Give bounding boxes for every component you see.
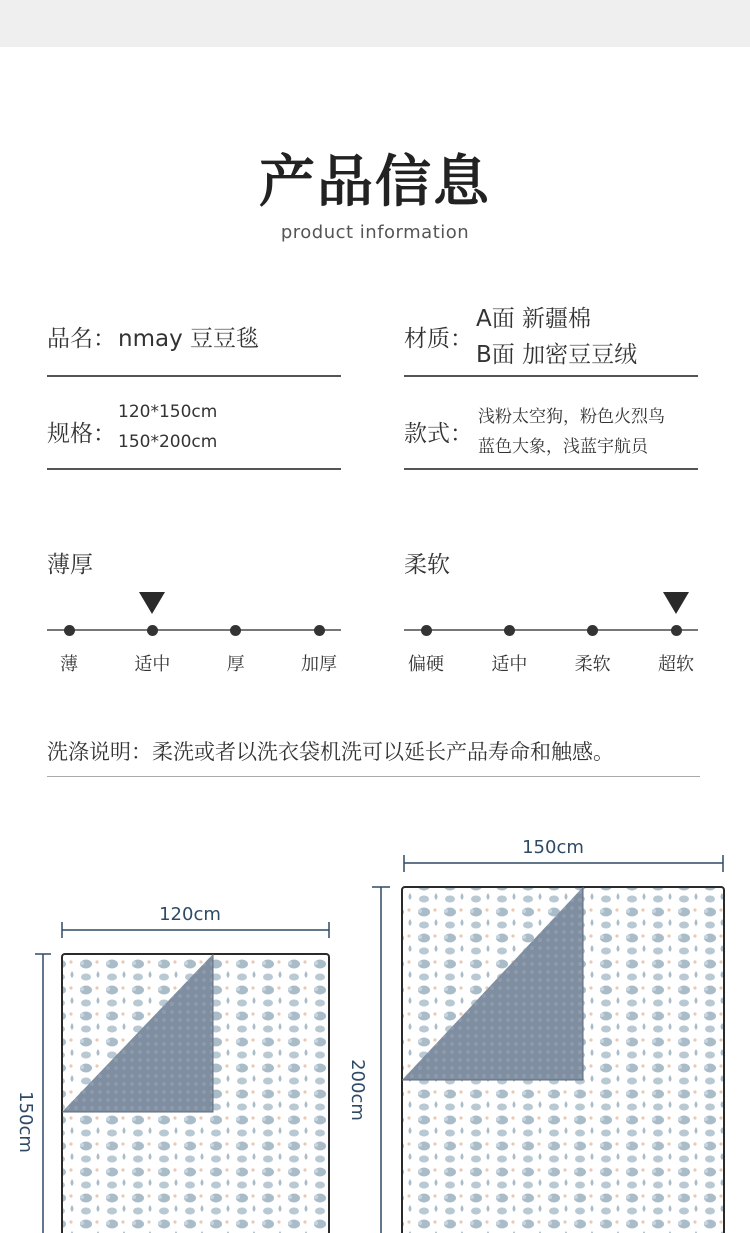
thickness-dot-4 <box>314 625 325 636</box>
divider-wash <box>47 776 700 777</box>
softness-level-label: 柔软 <box>574 654 611 675</box>
softness-level-label: 偏硬 <box>408 654 444 675</box>
page-subtitle: product information <box>280 222 470 243</box>
small-blanket <box>15 904 329 1233</box>
thickness-level-label: 加厚 <box>301 654 337 675</box>
softness-title: 柔软 <box>404 552 450 578</box>
thickness-level-label: 适中 <box>134 654 171 675</box>
style-label: 款式： <box>404 421 473 447</box>
small-height-label: 150cm <box>15 1091 36 1153</box>
large-height-label: 200cm <box>347 1059 368 1121</box>
spec-line-1: 120*150cm <box>118 402 218 422</box>
name-label: 品名： <box>47 326 116 352</box>
thickness-title: 薄厚 <box>47 552 93 578</box>
softness-scale-line <box>404 629 698 631</box>
thickness-dot-2 <box>147 625 158 636</box>
wash-instructions: 洗涤说明：柔洗或者以洗衣袋机洗可以延长产品寿命和触感。 <box>47 740 614 764</box>
material-line-2: B面 加密豆豆绒 <box>476 342 638 368</box>
divider-style <box>404 468 698 470</box>
divider-spec <box>47 468 341 470</box>
material-line-1: A面 新疆棉 <box>476 306 592 332</box>
thickness-scale-line <box>47 629 341 631</box>
material-label: 材质： <box>404 326 473 352</box>
thickness-level-label: 薄 <box>60 654 78 675</box>
thickness-level-label: 厚 <box>226 654 245 675</box>
thickness-dot-3 <box>230 625 241 636</box>
page-title: 产品信息 <box>259 150 491 215</box>
softness-level-label: 超软 <box>658 654 694 675</box>
softness-dot-1 <box>421 625 432 636</box>
top-bar <box>0 0 750 47</box>
name-value: nmay 豆豆毯 <box>118 326 259 352</box>
thickness-selected-marker <box>139 592 165 614</box>
softness-selected-marker <box>663 592 689 614</box>
style-line-2: 蓝色大象，浅蓝宇航员 <box>478 437 648 457</box>
small-width-label: 120cm <box>159 904 221 925</box>
softness-dot-2 <box>504 625 515 636</box>
thickness-dot-1 <box>64 625 75 636</box>
softness-dot-3 <box>587 625 598 636</box>
spec-label: 规格： <box>47 421 116 447</box>
style-line-1: 浅粉太空狗，粉色火烈鸟 <box>478 407 665 427</box>
large-width-label: 150cm <box>522 837 584 858</box>
size-illustration <box>0 800 750 1233</box>
large-blanket <box>347 837 724 1233</box>
spec-line-2: 150*200cm <box>118 432 218 452</box>
divider-material <box>404 375 698 377</box>
divider-name <box>47 375 341 377</box>
softness-dot-4 <box>671 625 682 636</box>
softness-level-label: 适中 <box>491 654 528 675</box>
